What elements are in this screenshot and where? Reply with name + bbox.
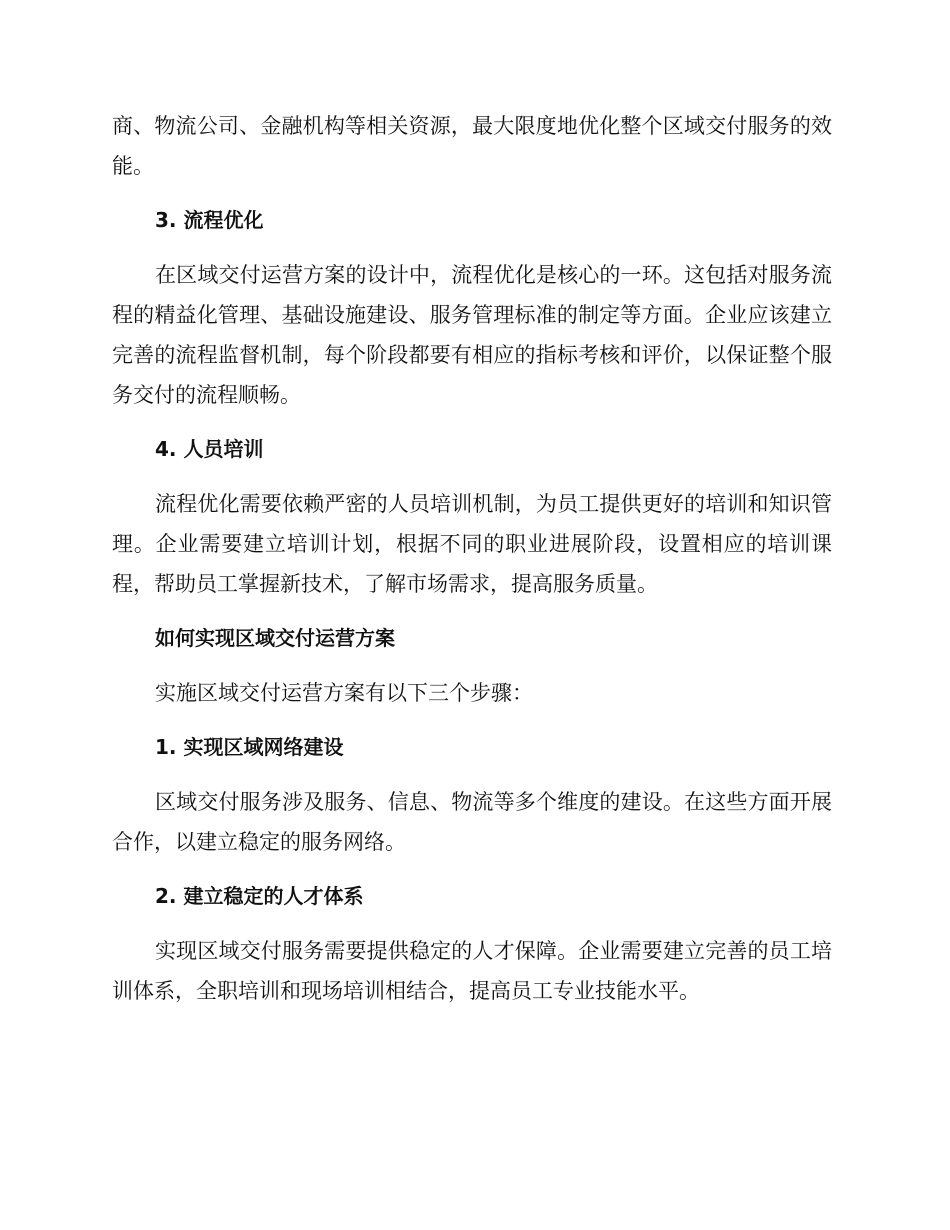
paragraph-continuation: 商、物流公司、金融机构等相关资源，最大限度地优化整个区域交付服务的效能。	[112, 114, 832, 178]
paragraph-network-building: 区域交付服务涉及服务、信息、物流等多个维度的建设。在这些方面开展合作，以建立稳定的服务网络。	[112, 790, 832, 854]
section-heading-network-building: 1. 实现区域网络建设	[155, 735, 344, 759]
paragraph-talent-system: 实现区域交付服务需要提供稳定的人才保障。企业需要建立完善的员工培训体系，全职培训和现场培训相结合，提高员工专业技能水平。	[112, 939, 832, 1003]
paragraph-steps-intro: 实施区域交付运营方案有以下三个步骤：	[155, 681, 533, 705]
document-body	[112, 106, 832, 1011]
section-heading-talent-system: 2. 建立稳定的人才体系	[155, 884, 364, 908]
section-heading-staff-training: 4. 人员培训	[155, 437, 264, 461]
section-heading-how-to-implement: 如何实现区域交付运营方案	[155, 626, 395, 650]
paragraph-process-optimization: 在区域交付运营方案的设计中，流程优化是核心的一环。这包括对服务流程的精益化管理、基础设施建设、服务管理标准的制定等方面。企业应该建立完善的流程监督机制，每个阶段都要有相应的指标考核和评价，以保证整个服务交付的流程顺畅。	[112, 263, 832, 407]
paragraph-staff-training: 流程优化需要依赖严密的人员培训机制，为员工提供更好的培训和知识管理。企业需要建立培训计划，根据不同的职业进展阶段，设置相应的培训课程，帮助员工掌握新技术，了解市场需求，提高服务质量。	[112, 492, 832, 596]
section-heading-process-optimization: 3. 流程优化	[155, 208, 264, 232]
